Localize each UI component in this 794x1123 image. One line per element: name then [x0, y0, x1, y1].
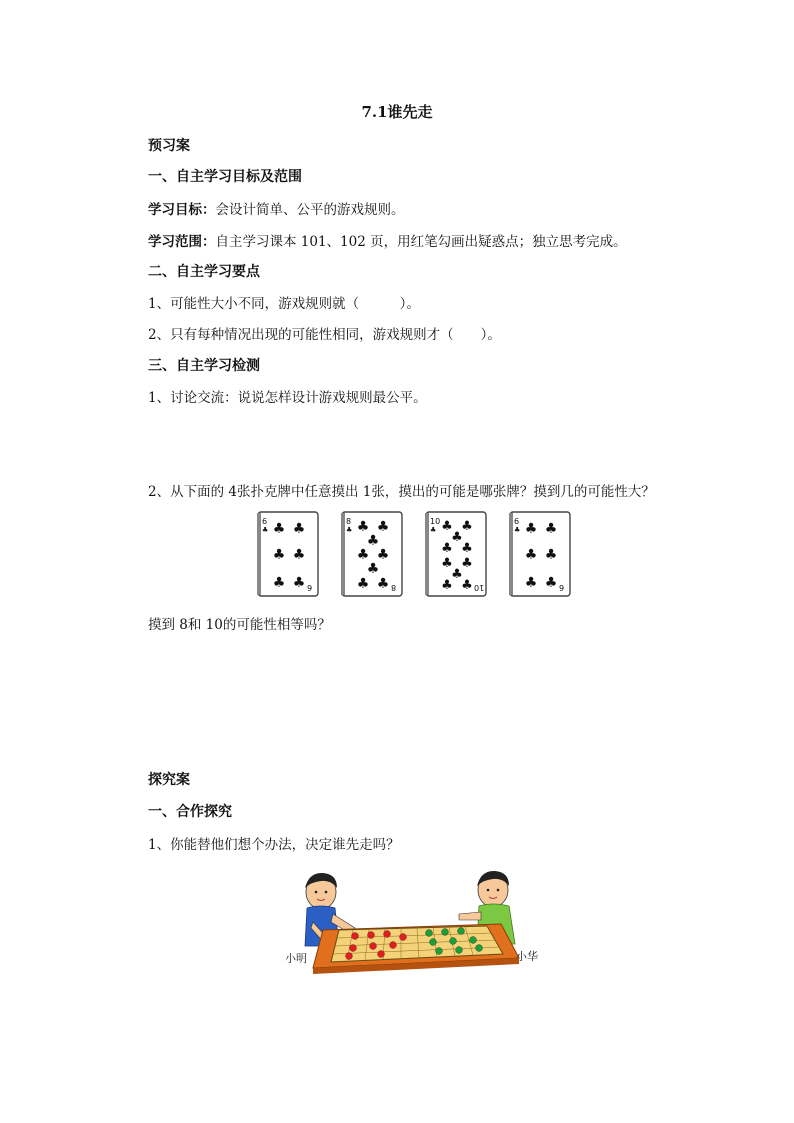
svg-text:♣: ♣ — [376, 547, 390, 563]
svg-text:♣: ♣ — [524, 575, 538, 591]
svg-text:♣: ♣ — [356, 576, 370, 592]
svg-text:♣: ♣ — [524, 521, 538, 537]
svg-text:♣: ♣ — [524, 547, 538, 563]
card-suit-small: ♣ — [262, 526, 269, 534]
svg-text:♣: ♣ — [376, 576, 390, 592]
section2-item2: 2、只有每种情况出现的可能性相同，游戏规则才（ ）。 — [148, 327, 501, 343]
svg-text:♣: ♣ — [292, 547, 306, 563]
chess-illustration — [283, 868, 548, 978]
svg-text:♣: ♣ — [376, 519, 390, 535]
svg-text:♣: ♣ — [441, 541, 453, 556]
svg-text:♣: ♣ — [461, 519, 473, 534]
svg-text:♣: ♣ — [441, 519, 453, 534]
explore-section1-heading: 一、合作探究 — [148, 804, 232, 820]
card-rank-top: 6 — [262, 517, 268, 526]
svg-text:♣: ♣ — [366, 533, 380, 549]
card-rank-top: 6 — [514, 517, 520, 526]
svg-text:♣: ♣ — [292, 521, 306, 537]
svg-text:♣: ♣ — [366, 561, 380, 577]
study-range-text: 自主学习课本 101、102 页，用红笔勾画出疑惑点；独立思考完成。 — [215, 234, 627, 250]
section3-question: 摸到 8和 10的可能性相等吗？ — [148, 617, 331, 633]
label-xiaoming: 小明 — [285, 952, 307, 965]
playing-card — [509, 511, 571, 597]
study-range-label: 学习范围： — [148, 234, 216, 250]
playing-cards — [257, 511, 571, 597]
section2-heading: 二、自主学习要点 — [148, 264, 260, 280]
card-suit-small: ♣ — [430, 526, 437, 534]
study-goal-label: 学习目标： — [148, 202, 216, 218]
study-goal-text: 会设计简单、公平的游戏规则。 — [215, 202, 405, 218]
svg-text:♣: ♣ — [441, 578, 453, 593]
label-xiaohua: 小华 — [516, 950, 538, 963]
svg-text:♣: ♣ — [451, 530, 463, 545]
study-goal — [148, 198, 405, 218]
svg-text:♣: ♣ — [441, 556, 453, 571]
card-suit-small: ♣ — [346, 526, 353, 534]
section3-item2: 2、从下面的 4张扑克牌中任意摸出 1张，摸出的可能是哪张牌？摸到几的可能性大？ — [148, 484, 655, 500]
svg-text:♣: ♣ — [272, 547, 286, 563]
page-title: 7.1谁先走 — [361, 103, 433, 121]
svg-text:♣: ♣ — [544, 521, 558, 537]
svg-text:♣: ♣ — [272, 575, 286, 591]
playing-card — [425, 511, 487, 597]
svg-text:♣: ♣ — [461, 541, 473, 556]
section3-item1: 1、讨论交流：说说怎样设计游戏规则最公平。 — [148, 390, 427, 406]
svg-text:♣: ♣ — [292, 575, 306, 591]
svg-text:♣: ♣ — [544, 575, 558, 591]
section1-heading: 一、自主学习目标及范围 — [148, 169, 302, 185]
card-rank-bottom: 6 — [559, 583, 565, 592]
card-rank-top: 8 — [346, 517, 352, 526]
playing-card — [257, 511, 319, 597]
playing-card — [341, 511, 403, 597]
chess-scene-graphic — [283, 868, 548, 978]
svg-text:♣: ♣ — [356, 519, 370, 535]
study-range — [148, 230, 627, 250]
card-rank-bottom: 8 — [391, 583, 397, 592]
svg-text:♣: ♣ — [461, 578, 473, 593]
preview-heading: 预习案 — [148, 138, 190, 154]
svg-text:♣: ♣ — [356, 547, 370, 563]
svg-text:♣: ♣ — [272, 521, 286, 537]
svg-text:♣: ♣ — [451, 567, 463, 582]
svg-text:♣: ♣ — [461, 556, 473, 571]
card-suit-small: ♣ — [514, 526, 521, 534]
svg-text:♣: ♣ — [544, 547, 558, 563]
explore-heading: 探究案 — [148, 772, 190, 788]
explore-item1: 1、你能替他们想个办法，决定谁先走吗？ — [148, 837, 400, 853]
card-rank-bottom: 10 — [474, 583, 485, 592]
section2-item1: 1、可能性大小不同，游戏规则就（ ）。 — [148, 296, 420, 312]
card-rank-top: 10 — [430, 517, 441, 526]
card-rank-bottom: 6 — [307, 583, 313, 592]
section3-heading: 三、自主学习检测 — [148, 358, 260, 374]
